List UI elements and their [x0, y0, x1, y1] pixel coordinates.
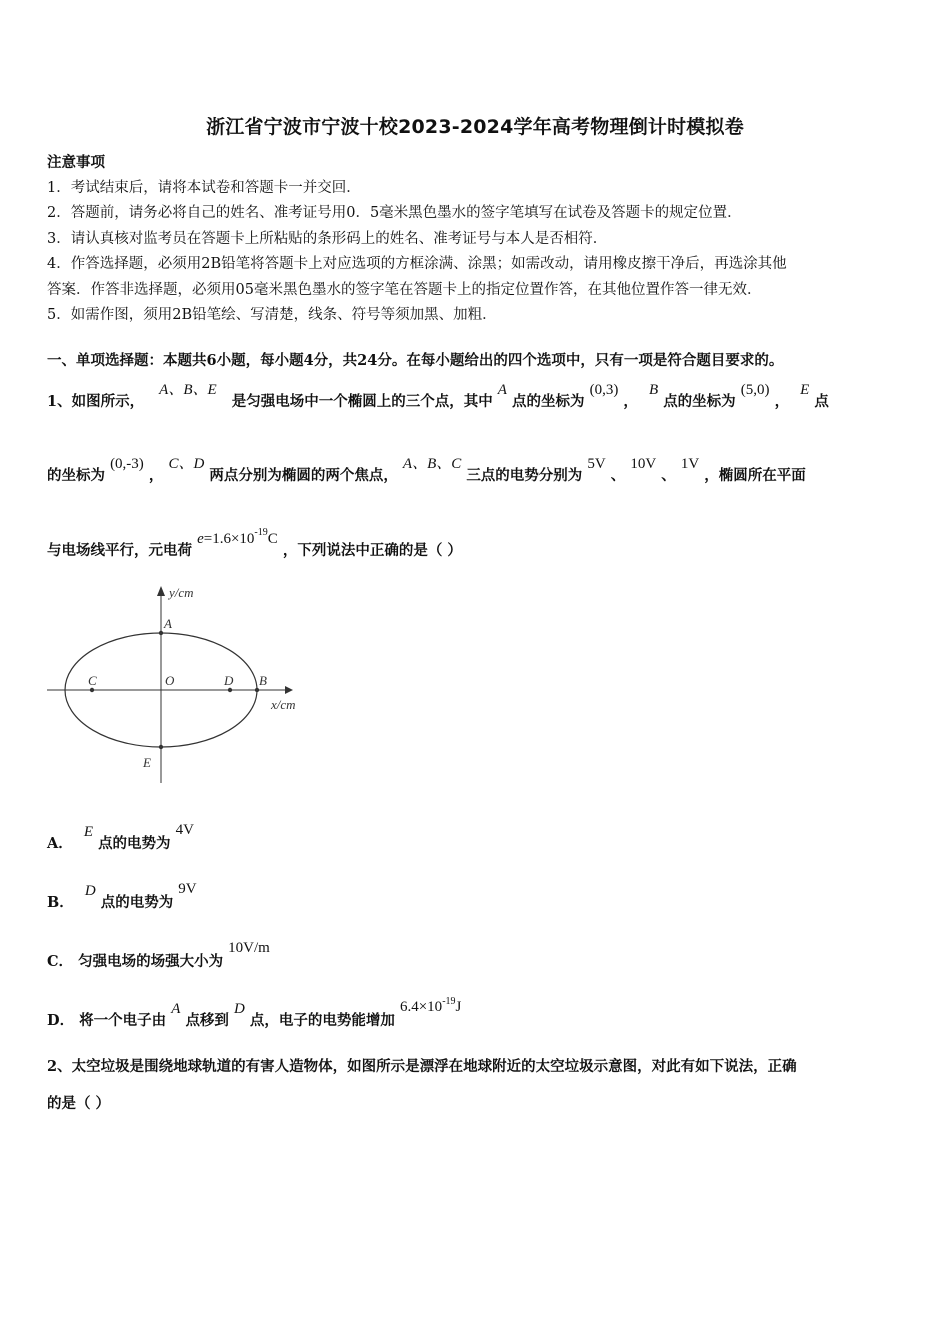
label-c: C	[88, 673, 97, 688]
q1-text: 1、如图所示，	[47, 393, 145, 410]
notes-heading: 注意事项	[47, 154, 105, 171]
q1-text: ，	[148, 467, 164, 484]
q1-text: 三点的电势分别为	[466, 467, 583, 484]
y-axis-label: y/cm	[169, 585, 194, 600]
note-item: 1．考试结束后，请将本试卷和答题卡一并交回．	[47, 179, 361, 196]
option-text: 点的电势为	[100, 894, 174, 911]
math-unit: C	[267, 531, 278, 547]
option-text: 将一个电子由	[79, 1012, 167, 1029]
option-text: 匀强电场的场强大小为	[78, 953, 224, 970]
x-axis-arrow	[285, 686, 293, 694]
math-potential-b: 10V	[630, 456, 657, 472]
q1-line-3	[47, 527, 917, 560]
q1-text: 、	[610, 467, 626, 484]
math-potential-c: 1V	[680, 456, 700, 472]
page-title: 浙江省宁波市宁波十校2023-2024学年高考物理倒计时模拟卷	[206, 116, 744, 138]
option-text: 点的电势为	[98, 835, 171, 852]
option-value: 10V/m	[228, 940, 270, 956]
section-heading: 一、单项选择题：本题共6小题，每小题4分，共24分。在每小题给出的四个选项中，只有一项是符合题目要求的。	[47, 352, 784, 369]
math-points-abc: A、B、C	[402, 456, 462, 472]
label-e: E	[143, 755, 151, 770]
math-point-b: B	[648, 382, 659, 398]
note-item: 答案．作答非选择题，必须用05毫米黑色墨水的签字笔在答题卡上的指定位置作答，在其他位置作答一律无效．	[47, 281, 762, 298]
label-o: O	[165, 673, 175, 688]
point-e-dot	[159, 745, 163, 749]
math-coord-e: (0,-3)	[110, 456, 144, 472]
option-letter: D．	[47, 1012, 75, 1029]
note-item: 2．答题前，请务必将自己的姓名、准考证号用0．5毫米黑色墨水的签字笔填写在试卷及答题卡的规定位置．	[47, 205, 742, 221]
point-a-dot	[159, 631, 163, 635]
option-letter: C．	[47, 953, 74, 970]
point-c-dot	[90, 688, 94, 692]
option-text: 点，电子的电势能增加	[249, 1012, 395, 1029]
notes-block	[47, 150, 909, 329]
math-points: A、B、E	[159, 382, 217, 398]
point-b-dot	[255, 688, 259, 692]
q1-text: 点的坐标为	[663, 393, 736, 410]
q1-text: 两点分别为椭圆的两个焦点，	[209, 467, 398, 484]
q1-text: 点的坐标为	[512, 393, 585, 410]
note-item: 3．请认真核对监考员在答题卡上所粘贴的条形码上的姓名、准考证号与本人是否相符．	[47, 230, 608, 247]
q1-line-1	[47, 382, 917, 411]
q1-text: 点	[814, 393, 829, 410]
q2-line-2: 的是（ ）	[47, 1095, 111, 1112]
q1-text: 是匀强电场中一个椭圆上的三个点，其中	[231, 393, 493, 410]
option-exponent: -19	[442, 996, 456, 1007]
option-math: A	[171, 1001, 181, 1017]
q1-text: 与电场线平行，元电荷	[47, 542, 192, 559]
math-points-cd: C、D	[168, 456, 205, 472]
option-value: 9V	[178, 881, 197, 897]
q1-text: ，下列说法中正确的是（ ）	[282, 542, 462, 559]
q1-text: 的坐标为	[47, 467, 105, 484]
option-text: 点移到	[185, 1012, 229, 1029]
option-letter: B．	[47, 894, 74, 911]
option-math: D	[84, 883, 96, 899]
q2-line-1: 2、太空垃圾是围绕地球轨道的有害人造物体，如图所示是漂浮在地球附近的太空垃圾示意图，对此有如下说法，正确	[47, 1058, 797, 1075]
note-item: 5．如需作图，须用2B铅笔绘、写清楚，线条、符号等须加黑、加粗．	[47, 307, 497, 323]
option-value: 4V	[175, 822, 194, 838]
ellipse-diagram	[45, 578, 315, 788]
math-coord-b: (5,0)	[740, 382, 770, 398]
option-value: 6.4×10	[399, 999, 443, 1015]
label-b: B	[259, 673, 267, 688]
option-c[interactable]	[47, 940, 270, 971]
math-potential-a: 5V	[587, 456, 606, 472]
option-unit: J	[455, 999, 462, 1015]
math-point-e: E	[800, 382, 810, 398]
option-letter: A．	[47, 835, 73, 852]
y-axis-arrow	[157, 586, 165, 596]
math-e: e	[197, 531, 204, 547]
q1-text: ，	[623, 393, 638, 410]
q1-text: ，椭圆所在平面	[704, 467, 806, 484]
q1-text: 、	[661, 467, 676, 484]
x-axis-label: x/cm	[271, 697, 296, 712]
math-coord-a: (0,3)	[589, 382, 619, 398]
option-math: E	[83, 824, 93, 840]
label-d: D	[224, 673, 234, 688]
label-a: A	[164, 616, 172, 631]
note-item: 4．作答选择题，必须用2B铅笔将答题卡上对应选项的方框涂满、涂黑；如需改动，请用橡皮擦干净后，再选涂其他	[47, 256, 787, 272]
option-b[interactable]	[47, 881, 197, 912]
math-point-a: A	[497, 382, 507, 398]
option-math: D	[234, 1001, 245, 1017]
option-a[interactable]	[47, 822, 194, 853]
math-exponent: -19	[254, 527, 268, 538]
q1-text: ，	[774, 393, 790, 410]
point-d-dot	[228, 688, 232, 692]
math-charge: =1.6×10	[203, 531, 255, 547]
q1-line-2	[47, 456, 917, 485]
